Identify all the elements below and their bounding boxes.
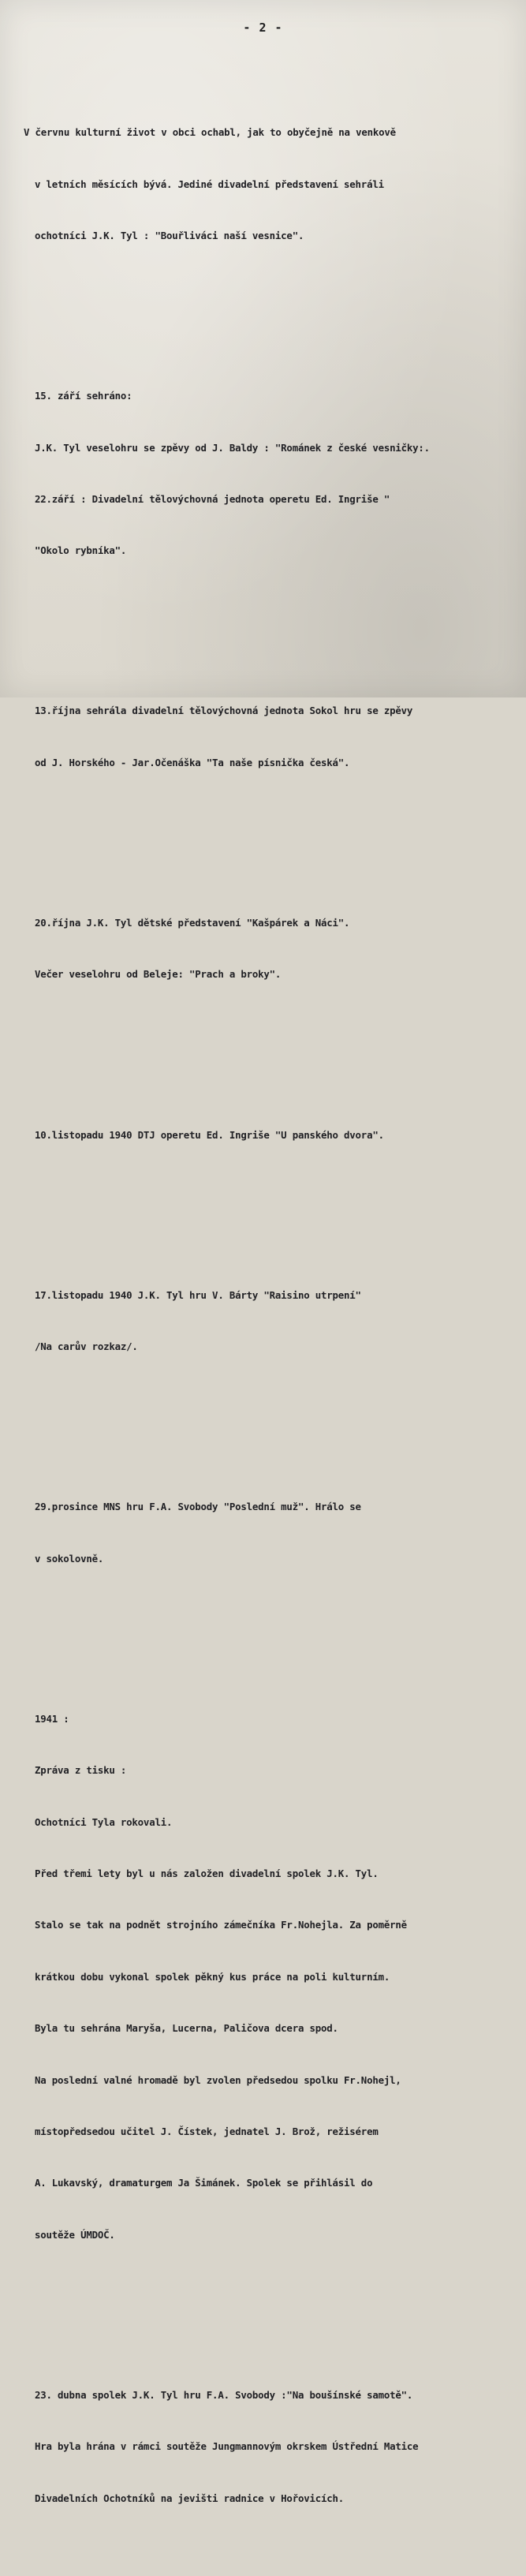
- text-line: "Okolo rybníka".: [35, 544, 127, 557]
- text-line: v letních měsících bývá. Jediné divadelní představení sehráli: [35, 178, 384, 190]
- text-line: /Na carův rozkaz/.: [35, 1340, 138, 1353]
- text-line: Hra byla hrána v rámci soutěže Jungmannovým okrskem Ústřední Matice: [35, 2440, 419, 2453]
- text-line: Večer veselohru od Beleje: "Prach a broky".: [35, 968, 282, 981]
- text-line: Ochotníci Tyla rokovali.: [35, 1815, 173, 1828]
- text-line: 15. září sehráno:: [35, 390, 132, 402]
- text-line: Na poslední valné hromadě byl zvolen předsedou spolku Fr.Nohejl,: [35, 2073, 401, 2086]
- paragraph-1941-press: [24, 1676, 520, 2278]
- paragraph-november-10: [24, 1092, 520, 1178]
- text-line: Divadelních Ochotníků na jevišti radnice v Hořovicích.: [35, 2492, 345, 2504]
- text-line: krátkou dobu vykonal spolek pěkný kus práce na poli kulturním.: [35, 1970, 390, 1983]
- text-line: Před třemi lety byl u nás založen divadelní spolek J.K. Tyl.: [35, 1868, 379, 1880]
- text-line: J.K. Tyl veselohru se zpěvy od J. Baldy : "Románek z české vesničky:.: [35, 441, 430, 454]
- paragraph-october-13: [24, 668, 520, 806]
- text-line: Zpráva z tisku :: [35, 1764, 127, 1777]
- text-line: V červnu kulturní život v obci ochabl, jak to obyčejně na venkově: [24, 126, 396, 139]
- paragraph-september: [24, 353, 520, 594]
- text-line: Stalo se tak na podnět strojního zámečníka Fr.Nohejla. Za poměrně: [35, 1919, 407, 1931]
- text-line: A. Lukavský, dramaturgem Ja Šimánek. Spolek se přihlásil do: [35, 2177, 373, 2189]
- text-line: 10.listopadu 1940 DTJ operetu Ed. Ingriše "U panského dvora".: [35, 1128, 384, 1141]
- paragraph-april-23: [24, 2352, 520, 2541]
- text-line: 13.října sehrála divadelní tělovýchovná jednota Sokol hru se zpěvy: [35, 705, 413, 717]
- paragraph-december-29: [24, 1464, 520, 1602]
- text-line: 20.října J.K. Tyl dětské představení "Kašpárek a Náci".: [35, 917, 350, 929]
- text-line: od J. Horského - Jar.Očenáška "Ta naše písnička česká".: [35, 756, 350, 768]
- paragraph-november-17: [24, 1252, 520, 1389]
- text-line: 17.listopadu 1940 J.K. Tyl hru V. Bárty "Raisino utrpení": [35, 1288, 361, 1301]
- paragraph-june: [24, 90, 520, 279]
- text-line: soutěže ÚMDOČ.: [35, 2228, 115, 2241]
- typed-text-body: [24, 55, 520, 2576]
- text-line: 1941 :: [35, 1712, 69, 1725]
- text-line: místopředsedou učitel J. Čístek, jednatel J. Brož, režisérem: [35, 2125, 379, 2138]
- text-line: Byla tu sehrána Maryša, Lucerna, Paličova dcera spod.: [35, 2022, 338, 2035]
- text-line: 23. dubna spolek J.K. Tyl hru F.A. Svobody :"Na boušínské samotě".: [35, 2388, 413, 2401]
- page-number: - 2 -: [243, 21, 283, 35]
- text-line: v sokolovně.: [35, 1552, 104, 1565]
- text-line: ochotníci J.K. Tyl : "Bouřliváci naší vesnice".: [35, 229, 304, 241]
- text-line: 29.prosince MNS hru F.A. Svobody "Poslední muž". Hrálo se: [35, 1501, 361, 1513]
- text-line: 22.září : Divadelní tělovýchovná jednota operetu Ed. Ingriše ": [35, 492, 390, 505]
- paragraph-october-20: [24, 880, 520, 1017]
